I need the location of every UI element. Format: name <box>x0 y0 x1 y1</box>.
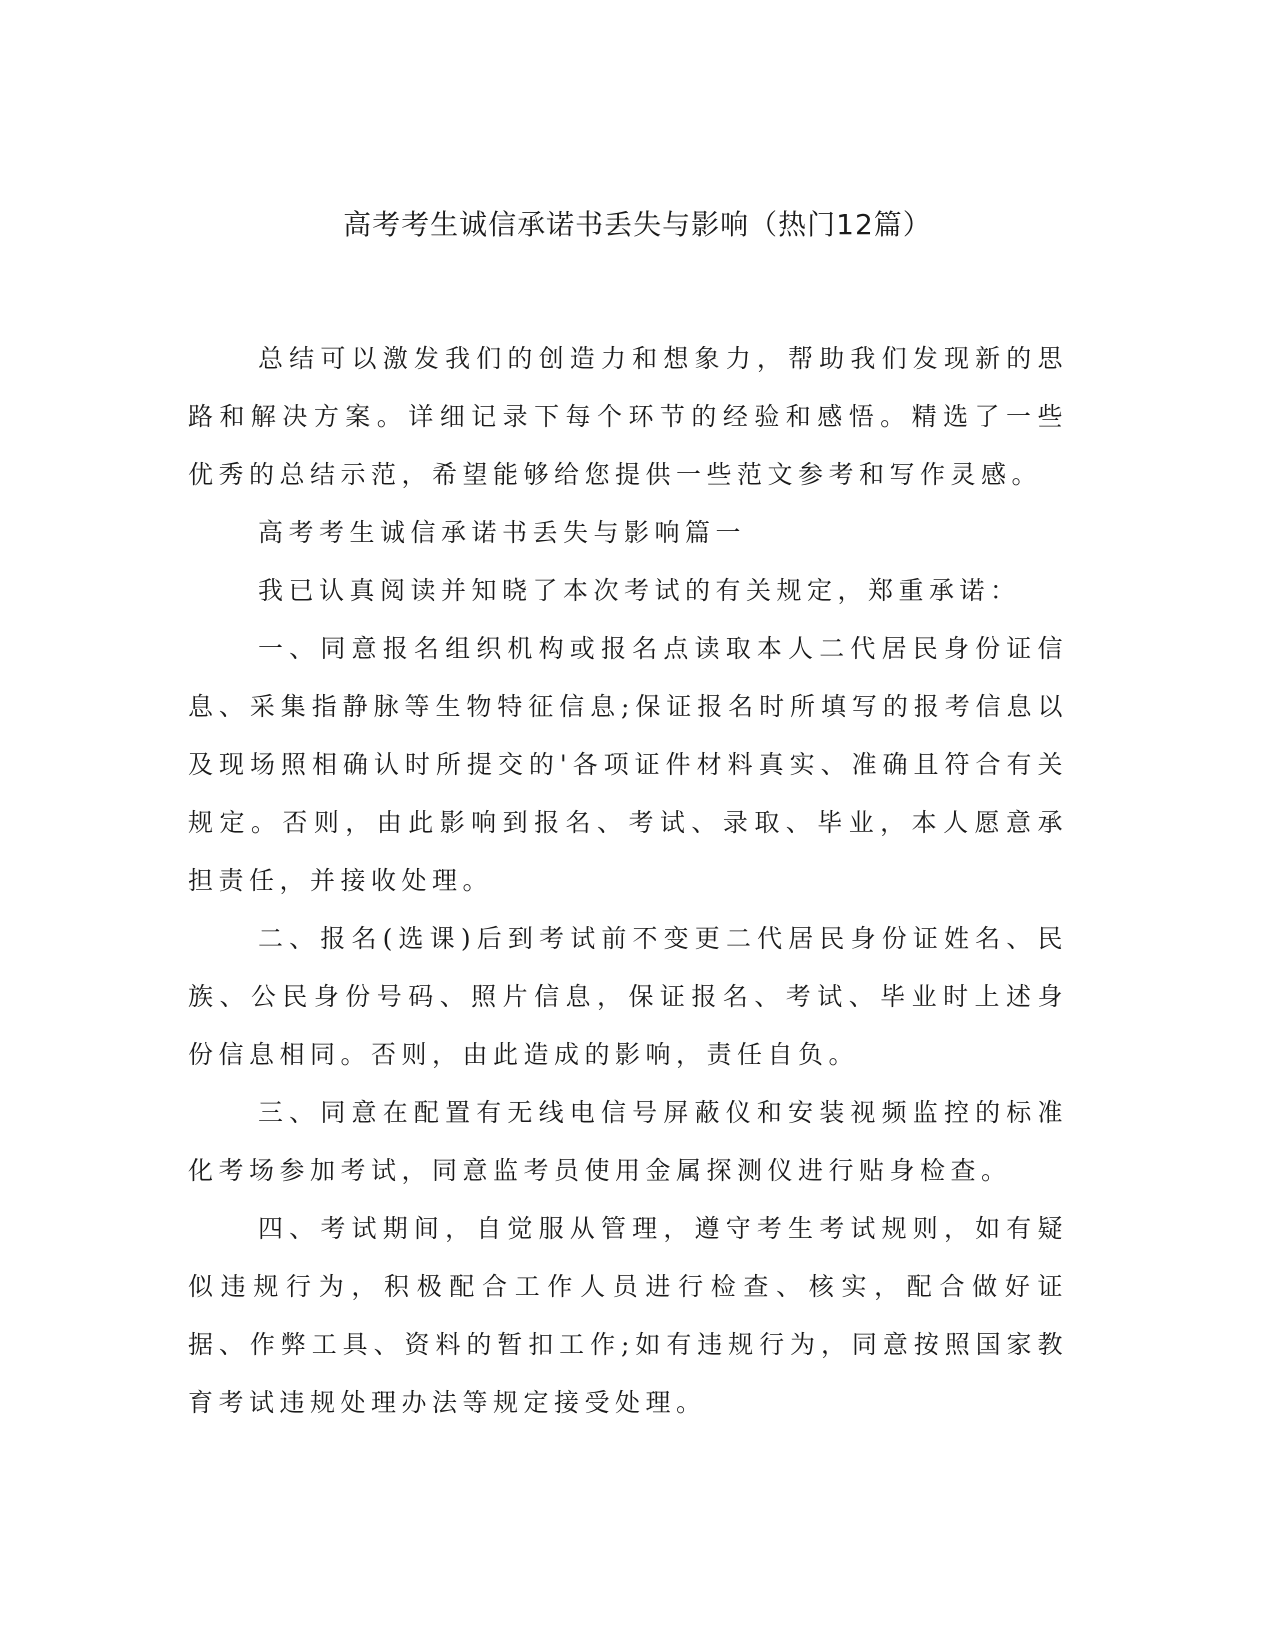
pledge-item-1: 一、同意报名组织机构或报名点读取本人二代居民身份证信息、采集指静脉等生物特征信息;保证报名时所填写的报考信息以及现场照相确认时所提交的'各项证件材料真实、准确且符合有关规定。否则，由此影响到报名、考试、录取、毕业，本人愿意承担责任，并接收处理。 <box>188 634 1068 895</box>
pledge-intro-paragraph: 我已认真阅读并知晓了本次考试的有关规定，郑重承诺： <box>258 576 1021 605</box>
document-body <box>188 330 1068 1432</box>
pledge-item-4: 四、考试期间，自觉服从管理，遵守考生考试规则，如有疑似违规行为，积极配合工作人员进行检查、核实，配合做好证据、作弊工具、资料的暂扣工作;如有违规行为，同意按照国家教育考试违规处理办法等规定接受处理。 <box>188 1214 1068 1417</box>
section-heading: 高考考生诚信承诺书丢失与影响篇一 <box>258 518 747 547</box>
pledge-item-3: 三、同意在配置有无线电信号屏蔽仪和安装视频监控的标准化考场参加考试，同意监考员使用金属探测仪进行贴身检查。 <box>188 1098 1068 1185</box>
pledge-item-2: 二、报名(选课)后到考试前不变更二代居民身份证姓名、民族、公民身份号码、照片信息，保证报名、考试、毕业时上述身份信息相同。否则，由此造成的影响，责任自负。 <box>188 924 1068 1069</box>
document-title: 高考考生诚信承诺书丢失与影响（热门12篇） <box>343 208 932 241</box>
intro-paragraph: 总结可以激发我们的创造力和想象力，帮助我们发现新的思路和解决方案。详细记录下每个环节的经验和感悟。精选了一些优秀的总结示范，希望能够给您提供一些范文参考和写作灵感。 <box>188 344 1068 489</box>
